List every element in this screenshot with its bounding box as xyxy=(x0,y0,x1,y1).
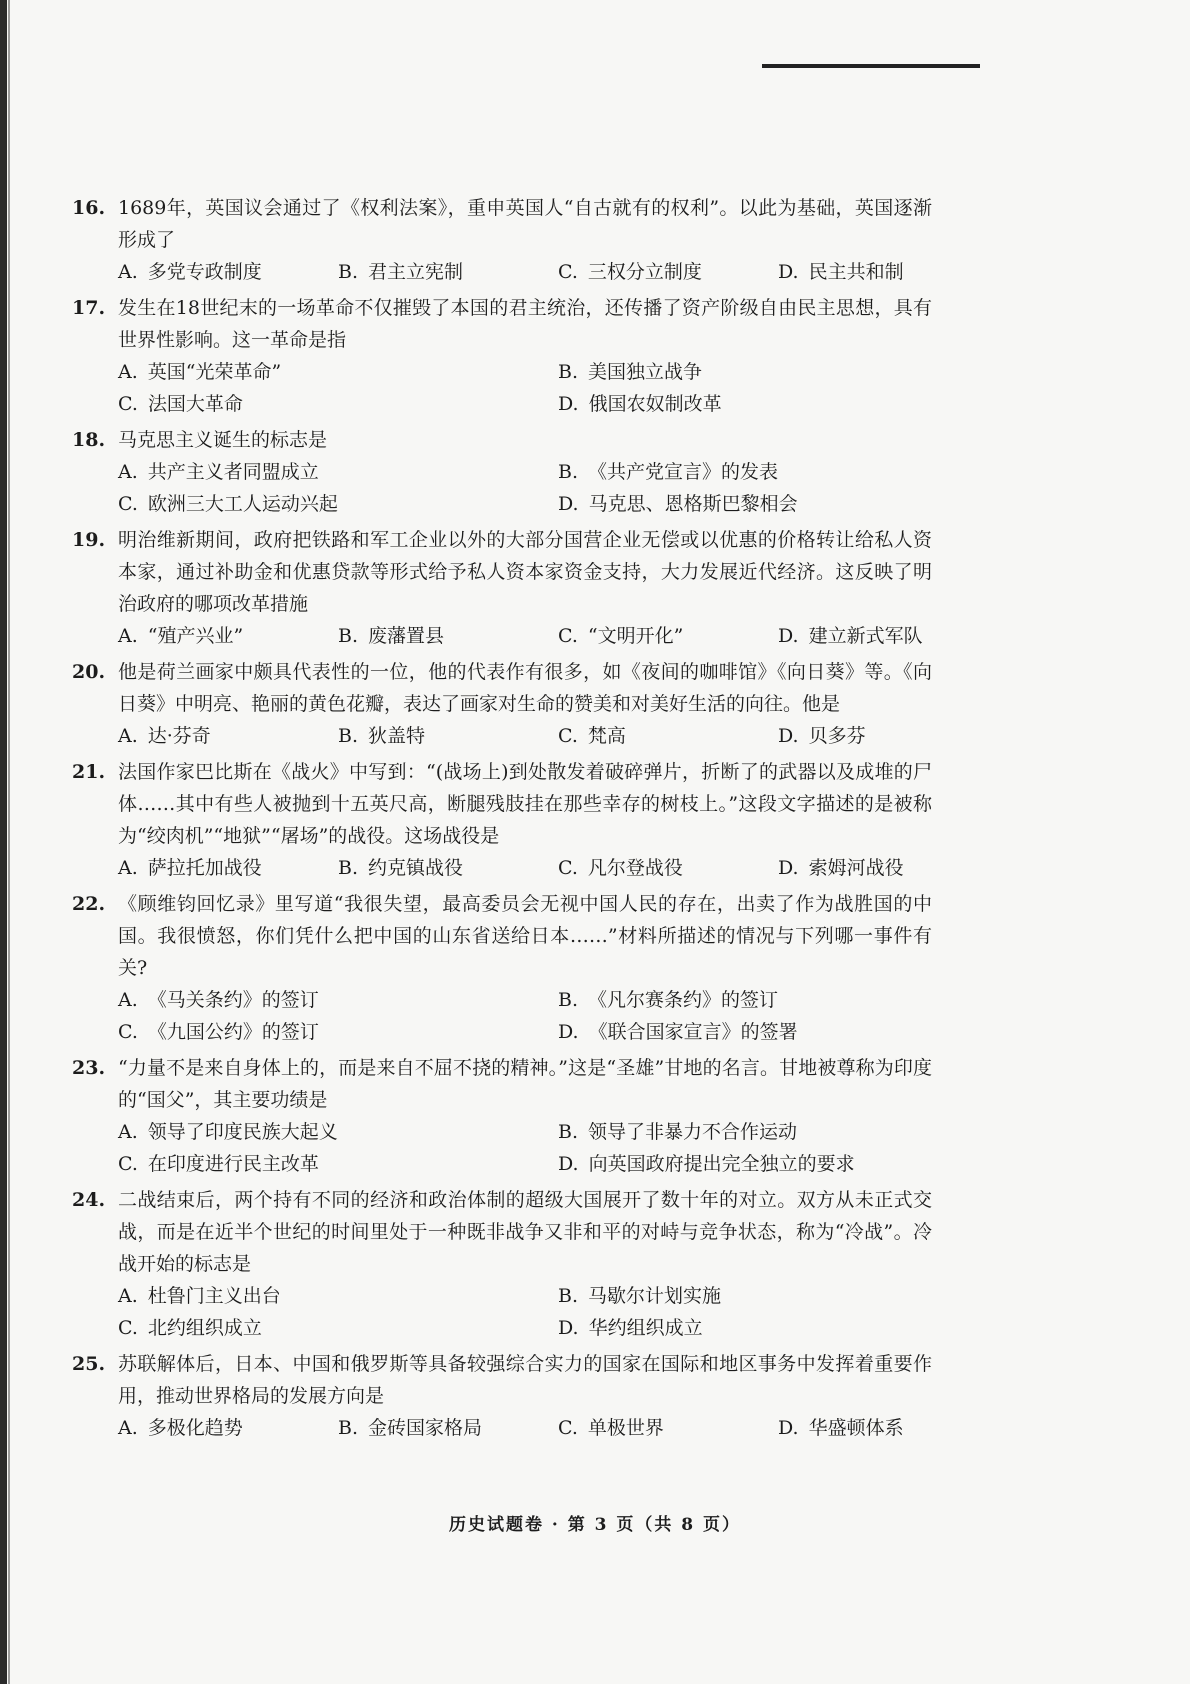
answer-option xyxy=(558,1016,998,1048)
question-24 xyxy=(72,1184,932,1344)
question-stem xyxy=(72,756,932,852)
answer-option xyxy=(118,1148,558,1180)
option-text: 《九国公约》的签订 xyxy=(147,1021,319,1043)
option-text: 向英国政府提出完全独立的要求 xyxy=(588,1153,855,1175)
option-letter: B. xyxy=(338,725,359,747)
option-text: 华约组织成立 xyxy=(588,1317,703,1339)
page-footer: 历史试题卷 · 第 3 页（共 8 页） xyxy=(448,1515,742,1535)
option-letter: D. xyxy=(778,261,799,283)
question-stem xyxy=(72,1184,932,1280)
option-text: 多极化趋势 xyxy=(147,1417,243,1439)
question-number: 25. xyxy=(72,1353,106,1375)
option-letter: A. xyxy=(118,1417,138,1439)
question-22 xyxy=(72,888,932,1048)
option-letter: C. xyxy=(558,1417,578,1439)
option-text: 贝多芬 xyxy=(808,725,866,747)
option-text: 共产主义者同盟成立 xyxy=(147,461,319,483)
answer-option xyxy=(558,720,778,752)
answer-option xyxy=(558,1312,998,1344)
option-letter: B. xyxy=(338,261,359,283)
answer-option xyxy=(118,1412,338,1444)
option-letter: C. xyxy=(558,857,578,879)
answer-option xyxy=(118,388,558,420)
answer-option xyxy=(118,1280,558,1312)
question-23 xyxy=(72,1052,932,1180)
answer-option xyxy=(778,720,998,752)
question-number: 21. xyxy=(72,761,106,783)
answer-option xyxy=(118,256,338,288)
option-text: 北约组织成立 xyxy=(147,1317,262,1339)
option-text: 多党专政制度 xyxy=(147,261,262,283)
top-rule-line xyxy=(762,64,980,68)
answer-option xyxy=(558,256,778,288)
option-text: 君主立宪制 xyxy=(368,261,464,283)
question-20 xyxy=(72,656,932,752)
answer-options xyxy=(118,620,932,652)
option-text: 达·芬奇 xyxy=(147,725,211,747)
answer-option xyxy=(338,852,558,884)
answer-option xyxy=(778,1412,998,1444)
option-text: 英国“光荣革命” xyxy=(147,361,282,383)
option-letter: A. xyxy=(118,989,138,1011)
option-text: 单极世界 xyxy=(587,1417,664,1439)
answer-options xyxy=(118,1280,932,1344)
option-text: 萨拉托加战役 xyxy=(147,857,262,879)
option-text: 美国独立战争 xyxy=(588,361,703,383)
option-text: 民主共和制 xyxy=(808,261,904,283)
question-text: 明治维新期间，政府把铁路和军工企业以外的大部分国营企业无偿或以优惠的价格转让给私人资本家，通过补助金和优惠贷款等形式给予私人资本家资金支持，大力发展近代经济。这反映了明治政府的哪项改革措施 xyxy=(118,529,932,615)
option-text: “殖产兴业” xyxy=(147,625,244,647)
answer-options xyxy=(118,1412,932,1444)
option-text: “文明开化” xyxy=(587,625,684,647)
question-number: 20. xyxy=(72,661,106,683)
option-text: 《联合国家宣言》的签署 xyxy=(588,1021,798,1043)
option-letter: B. xyxy=(338,857,359,879)
option-letter: C. xyxy=(118,493,138,515)
question-text: 他是荷兰画家中颇具代表性的一位，他的代表作有很多，如《夜间的咖啡馆》《向日葵》等。《向日葵》中明亮、艳丽的黄色花瓣，表达了画家对生命的赞美和对美好生活的向往。他是 xyxy=(118,661,932,715)
option-letter: A. xyxy=(118,725,138,747)
answer-option xyxy=(558,1148,998,1180)
answer-option xyxy=(558,388,998,420)
answer-option xyxy=(338,256,558,288)
question-number: 16. xyxy=(72,197,106,219)
option-text: 俄国农奴制改革 xyxy=(588,393,722,415)
answer-options xyxy=(118,1116,932,1180)
answer-options xyxy=(118,256,932,288)
option-letter: C. xyxy=(118,393,138,415)
question-17 xyxy=(72,292,932,420)
answer-option xyxy=(558,1280,998,1312)
answer-options xyxy=(118,356,932,420)
question-number: 24. xyxy=(72,1189,106,1211)
option-letter: B. xyxy=(338,1417,359,1439)
option-letter: A. xyxy=(118,1121,138,1143)
option-text: 马克思、恩格斯巴黎相会 xyxy=(588,493,798,515)
option-letter: A. xyxy=(118,625,138,647)
option-text: 《共产党宣言》的发表 xyxy=(588,461,779,483)
option-letter: A. xyxy=(118,361,138,383)
option-letter: B. xyxy=(558,361,579,383)
answer-option xyxy=(118,488,558,520)
option-text: 废藩置县 xyxy=(368,625,445,647)
answer-option xyxy=(558,1116,998,1148)
option-letter: D. xyxy=(558,1317,579,1339)
option-letter: C. xyxy=(558,261,578,283)
option-text: 三权分立制度 xyxy=(587,261,702,283)
answer-option xyxy=(118,620,338,652)
option-letter: D. xyxy=(558,1153,579,1175)
option-letter: D. xyxy=(558,493,579,515)
option-letter: D. xyxy=(778,857,799,879)
question-number: 19. xyxy=(72,529,106,551)
option-text: 华盛顿体系 xyxy=(808,1417,904,1439)
option-text: 《马关条约》的签订 xyxy=(147,989,319,1011)
question-stem xyxy=(72,1348,932,1412)
answer-option xyxy=(118,852,338,884)
option-text: 建立新式军队 xyxy=(808,625,923,647)
option-letter: D. xyxy=(778,725,799,747)
question-number: 22. xyxy=(72,893,106,915)
option-letter: C. xyxy=(118,1153,138,1175)
question-text: 1689年，英国议会通过了《权利法案》，重申英国人“自古就有的权利”。以此为基础，英国逐渐形成了 xyxy=(118,197,932,251)
option-letter: C. xyxy=(118,1317,138,1339)
question-stem xyxy=(72,424,932,456)
option-letter: A. xyxy=(118,261,138,283)
option-letter: B. xyxy=(338,625,359,647)
answer-option xyxy=(118,720,338,752)
option-letter: B. xyxy=(558,989,579,1011)
answer-option xyxy=(558,984,998,1016)
answer-option xyxy=(558,620,778,652)
option-letter: C. xyxy=(558,625,578,647)
question-text: 苏联解体后，日本、中国和俄罗斯等具备较强综合实力的国家在国际和地区事务中发挥着重要作用，推动世界格局的发展方向是 xyxy=(118,1353,932,1407)
answer-option xyxy=(338,620,558,652)
question-stem xyxy=(72,292,932,356)
answer-option xyxy=(558,488,998,520)
scan-left-edge xyxy=(0,0,7,1684)
option-letter: A. xyxy=(118,461,138,483)
option-text: 梵高 xyxy=(587,725,626,747)
option-letter: C. xyxy=(118,1021,138,1043)
option-text: 欧洲三大工人运动兴起 xyxy=(147,493,338,515)
option-letter: D. xyxy=(558,1021,579,1043)
option-text: 凡尔登战役 xyxy=(587,857,683,879)
answer-option xyxy=(778,852,998,884)
answer-options xyxy=(118,984,932,1048)
question-21 xyxy=(72,756,932,884)
answer-option xyxy=(778,620,998,652)
option-text: 领导了印度民族大起义 xyxy=(147,1121,338,1143)
option-text: 领导了非暴力不合作运动 xyxy=(588,1121,798,1143)
option-letter: B. xyxy=(558,1121,579,1143)
question-18 xyxy=(72,424,932,520)
question-number: 23. xyxy=(72,1057,106,1079)
question-19 xyxy=(72,524,932,652)
option-letter: A. xyxy=(118,1285,138,1307)
option-letter: A. xyxy=(118,857,138,879)
question-25 xyxy=(72,1348,932,1444)
option-text: 狄盖特 xyxy=(368,725,426,747)
option-text: 法国大革命 xyxy=(147,393,243,415)
question-stem xyxy=(72,192,932,256)
question-stem xyxy=(72,524,932,620)
option-letter: D. xyxy=(778,625,799,647)
question-16 xyxy=(72,192,932,288)
answer-option xyxy=(338,1412,558,1444)
answer-option xyxy=(118,356,558,388)
option-letter: B. xyxy=(558,461,579,483)
answer-options xyxy=(118,852,932,884)
answer-option xyxy=(558,356,998,388)
answer-option xyxy=(118,456,558,488)
question-stem xyxy=(72,888,932,984)
option-text: 金砖国家格局 xyxy=(368,1417,483,1439)
question-text: 发生在18世纪末的一场革命不仅摧毁了本国的君主统治，还传播了资产阶级自由民主思想，具有世界性影响。这一革命是指 xyxy=(118,297,932,351)
question-text: 《顾维钧回忆录》里写道“我很失望，最高委员会无视中国人民的存在，出卖了作为战胜国的中国。我很愤怒，你们凭什么把中国的山东省送给日本……”材料所描述的情况与下列哪一事件有关? xyxy=(118,893,932,979)
exam-page-body xyxy=(72,192,932,1448)
answer-option xyxy=(558,852,778,884)
answer-option xyxy=(778,256,998,288)
question-text: 法国作家巴比斯在《战火》中写到：“(战场上)到处散发着破碎弹片，折断了的武器以及成堆的尸体……其中有些人被抛到十五英尺高，断腿残肢挂在那些幸存的树枝上。”这段文字描述的是被称为“绞肉机”“地狱”“屠场”的战役。这场战役是 xyxy=(118,761,932,847)
option-text: 马歇尔计划实施 xyxy=(588,1285,722,1307)
answer-option xyxy=(118,1016,558,1048)
question-stem xyxy=(72,656,932,720)
answer-option xyxy=(118,1312,558,1344)
answer-option xyxy=(338,720,558,752)
question-text: 马克思主义诞生的标志是 xyxy=(118,429,328,451)
option-letter: C. xyxy=(558,725,578,747)
answer-options xyxy=(118,720,932,752)
answer-option xyxy=(118,984,558,1016)
question-number: 17. xyxy=(72,297,106,319)
answer-option xyxy=(558,1412,778,1444)
answer-options xyxy=(118,456,932,520)
question-text: 二战结束后，两个持有不同的经济和政治体制的超级大国展开了数十年的对立。双方从未正式交战，而是在近半个世纪的时间里处于一种既非战争又非和平的对峙与竞争状态，称为“冷战”。冷战开始的标志是 xyxy=(118,1189,932,1275)
question-stem xyxy=(72,1052,932,1116)
option-text: 杜鲁门主义出台 xyxy=(147,1285,281,1307)
option-letter: D. xyxy=(558,393,579,415)
answer-option xyxy=(118,1116,558,1148)
question-text: “力量不是来自身体上的，而是来自不屈不挠的精神。”这是“圣雄”甘地的名言。甘地被尊称为印度的“国父”，其主要功绩是 xyxy=(118,1057,932,1111)
option-text: 约克镇战役 xyxy=(368,857,464,879)
option-text: 索姆河战役 xyxy=(808,857,904,879)
option-text: 在印度进行民主改革 xyxy=(147,1153,319,1175)
scan-left-edge-shadow xyxy=(8,0,10,1684)
option-letter: D. xyxy=(778,1417,799,1439)
question-number: 18. xyxy=(72,429,106,451)
option-text: 《凡尔赛条约》的签订 xyxy=(588,989,779,1011)
answer-option xyxy=(558,456,998,488)
option-letter: B. xyxy=(558,1285,579,1307)
